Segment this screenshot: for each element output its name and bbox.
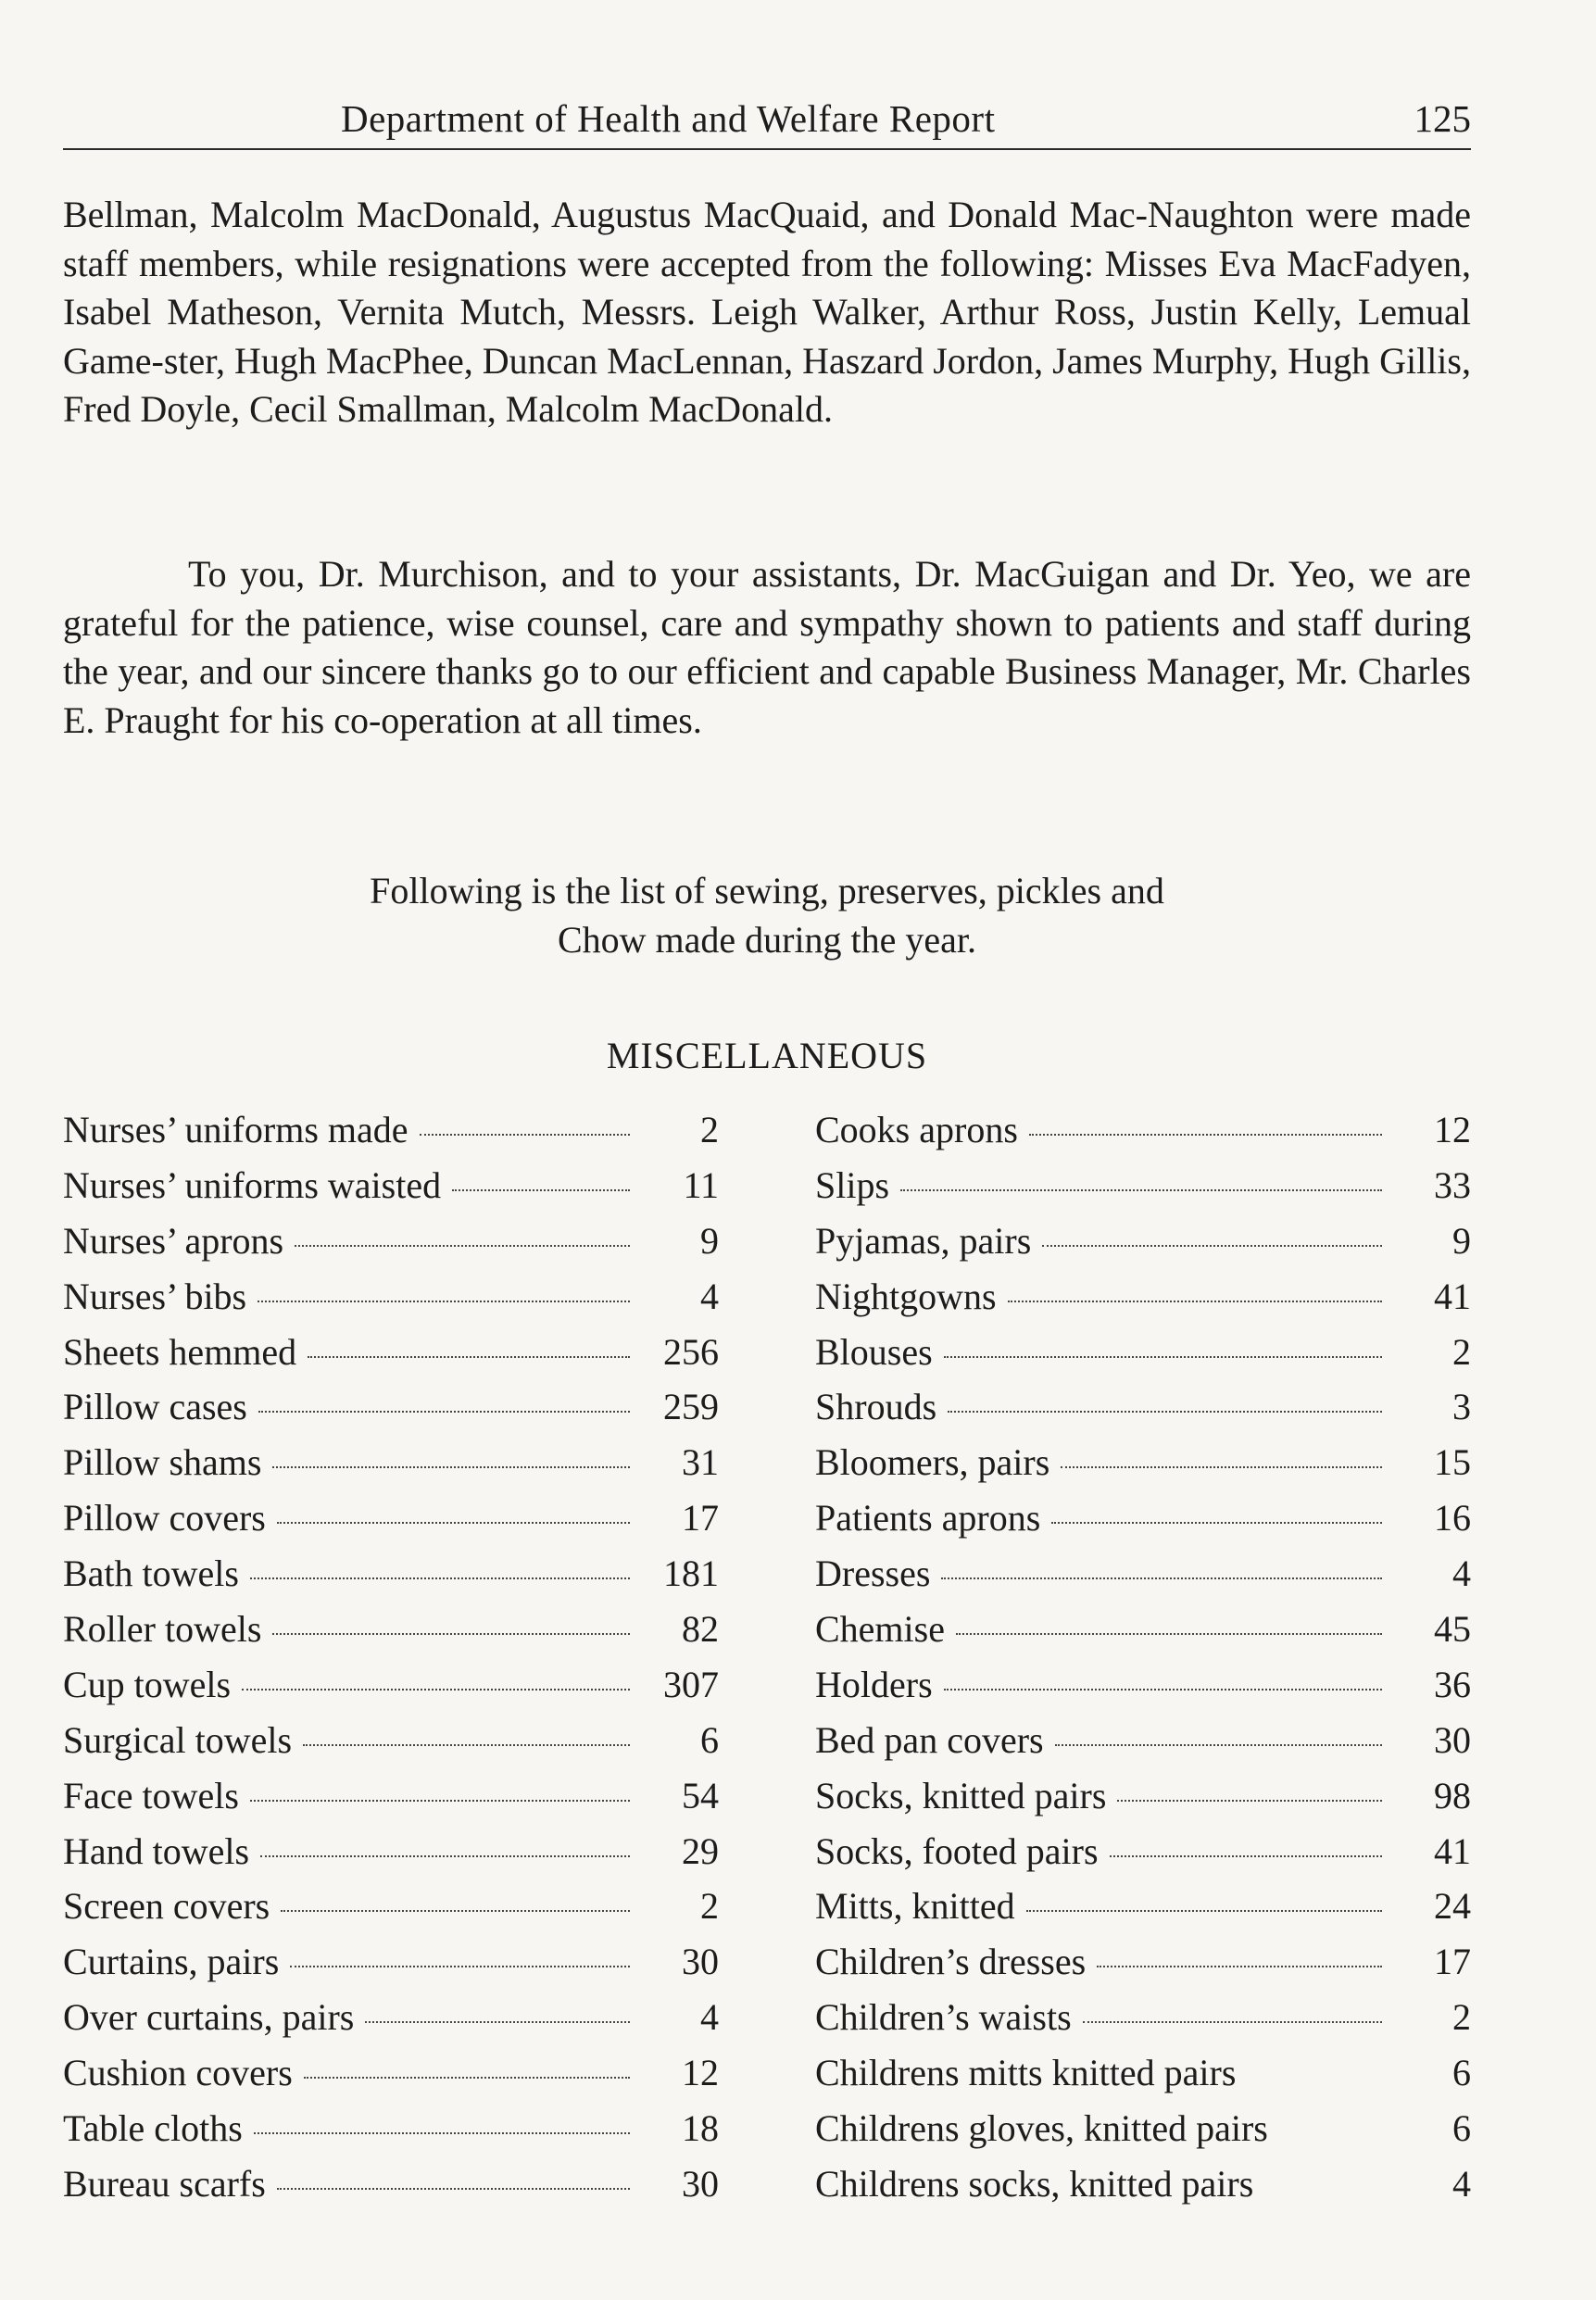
list-item: [63, 1663, 719, 1718]
item-label: Childrens socks, knitted pairs: [815, 2162, 1254, 2205]
item-label: Bloomers, pairs: [815, 1441, 1050, 1484]
list-item: [815, 1496, 1471, 1552]
item-label: Nurses’ uniforms made: [63, 1109, 408, 1150]
item-quantity: 6: [700, 1718, 719, 1761]
list-item: [815, 2051, 1471, 2106]
item-quantity: 82: [682, 1608, 719, 1651]
list-item: [815, 2106, 1471, 2162]
list-item: [815, 1829, 1471, 1885]
list-item: [63, 1607, 719, 1663]
item-quantity: 36: [1434, 1663, 1471, 1705]
list-introduction: [63, 867, 1471, 964]
list-item: [63, 1718, 719, 1774]
dot-leader: [944, 1689, 1382, 1690]
item-quantity: 41: [1434, 1275, 1471, 1317]
list-item: [63, 1829, 719, 1885]
item-quantity: 54: [682, 1774, 719, 1816]
item-label: Over curtains, pairs: [63, 1996, 355, 2039]
item-quantity: 2: [1452, 1996, 1471, 2039]
item-label: Slips: [815, 1163, 890, 1206]
item-quantity: 4: [700, 1275, 719, 1317]
acknowledgement-paragraph: To you, Dr. Murchison, and to your assistants, Dr. MacGuigan and Dr. Yeo, we are grateful for the patience, wise counsel, care and sympathy shown to patients and staff during the year, and our sincere thanks go to our efficient and capable Business Manager, Mr. Charles E. Praught for his co-operation at all times.: [63, 553, 1471, 741]
list-item: [63, 1774, 719, 1829]
item-label: Children’s dresses: [815, 1941, 1087, 1983]
list-item: [63, 1275, 719, 1330]
list-item: [63, 2162, 719, 2218]
item-label: Socks, knitted pairs: [815, 1774, 1107, 1816]
dot-leader: [1110, 1855, 1382, 1857]
item-label: Pyjamas, pairs: [815, 1219, 1032, 1262]
item-quantity: 11: [683, 1163, 719, 1206]
item-quantity: 9: [700, 1219, 719, 1262]
item-quantity: 256: [663, 1330, 719, 1373]
dot-leader: [1097, 1966, 1382, 1967]
dot-leader: [1008, 1301, 1382, 1302]
dot-leader: [254, 2132, 630, 2134]
list-item: [63, 1108, 719, 1163]
list-item: [815, 1108, 1471, 1163]
item-quantity: 4: [1452, 2162, 1471, 2205]
item-label: Holders: [815, 1663, 933, 1705]
dot-leader: [258, 1301, 630, 1302]
dot-leader: [452, 1189, 630, 1191]
item-label: Mitts, knitted: [815, 1885, 1015, 1928]
item-label: Pillow covers: [63, 1497, 266, 1540]
dot-leader: [1117, 1800, 1382, 1802]
item-label: Bureau scarfs: [63, 2162, 266, 2205]
list-item: [815, 1940, 1471, 1995]
list-item: [815, 1385, 1471, 1440]
list-item: [63, 1385, 719, 1440]
item-label: Table cloths: [63, 2107, 243, 2150]
item-label: Sheets hemmed: [63, 1330, 297, 1373]
item-quantity: 2: [1452, 1330, 1471, 1373]
list-item: [815, 1607, 1471, 1663]
dot-leader: [1055, 1744, 1382, 1746]
item-quantity: 45: [1434, 1608, 1471, 1651]
dot-leader: [303, 1744, 630, 1746]
list-item: [63, 1940, 719, 1995]
list-item: [815, 1774, 1471, 1829]
item-label: Bed pan covers: [815, 1718, 1044, 1761]
item-label: Childrens mitts knitted pairs: [815, 2052, 1237, 2094]
item-quantity: 2: [700, 1109, 719, 1150]
item-quantity: 6: [1452, 2052, 1471, 2094]
running-head: [63, 93, 1471, 150]
list-item: [63, 1552, 719, 1607]
item-quantity: 15: [1434, 1441, 1471, 1484]
list-item: [815, 1219, 1471, 1275]
item-quantity: 24: [1434, 1885, 1471, 1928]
dot-leader: [272, 1633, 630, 1635]
list-item: [815, 2162, 1471, 2218]
item-quantity: 31: [682, 1441, 719, 1484]
item-quantity: 98: [1434, 1774, 1471, 1816]
item-quantity: 29: [682, 1829, 719, 1872]
list-item: [63, 1995, 719, 2051]
item-quantity: 259: [663, 1386, 719, 1428]
item-quantity: 17: [1434, 1941, 1471, 1983]
item-label: Nurses’ aprons: [63, 1219, 284, 1262]
list-item: [815, 1552, 1471, 1607]
dot-leader: [420, 1134, 631, 1136]
section-title: MISCELLANEOUS: [606, 1035, 928, 1076]
item-quantity: 2: [700, 1885, 719, 1928]
item-label: Roller towels: [63, 1608, 262, 1651]
item-label: Screen covers: [63, 1885, 270, 1928]
dot-leader: [365, 2021, 630, 2023]
dot-leader: [944, 1356, 1382, 1358]
item-label: Cushion covers: [63, 2052, 293, 2094]
dot-leader: [1061, 1466, 1382, 1468]
list-item: [63, 1440, 719, 1496]
list-item: [63, 1163, 719, 1219]
dot-leader: [290, 1966, 630, 1967]
item-quantity: 30: [1434, 1718, 1471, 1761]
item-quantity: 17: [682, 1497, 719, 1540]
item-label: Curtains, pairs: [63, 1941, 280, 1983]
item-label: Dresses: [815, 1552, 931, 1595]
dot-leader: [1083, 2021, 1382, 2023]
right-item-column: [815, 1108, 1471, 2218]
item-label: Nightgowns: [815, 1275, 997, 1317]
dot-leader: [295, 1245, 630, 1247]
dot-leader: [1026, 1910, 1382, 1912]
dot-leader: [260, 1855, 630, 1857]
list-item: [815, 1884, 1471, 1940]
item-label: Face towels: [63, 1774, 239, 1816]
dot-leader: [304, 2077, 630, 2079]
list-item: [815, 1718, 1471, 1774]
intro-line-2: Chow made during the year.: [557, 918, 977, 961]
item-label: Hand towels: [63, 1829, 250, 1872]
list-item: [63, 1219, 719, 1275]
item-quantity: 9: [1452, 1219, 1471, 1262]
left-item-column: [63, 1108, 719, 2218]
item-label: Cup towels: [63, 1663, 232, 1705]
item-quantity: 6: [1452, 2107, 1471, 2150]
item-label: Patients aprons: [815, 1497, 1041, 1540]
page-number: 125: [1414, 97, 1471, 140]
dot-leader: [948, 1411, 1382, 1413]
dot-leader: [272, 1466, 630, 1468]
item-label: Surgical towels: [63, 1718, 293, 1761]
item-quantity: 4: [700, 1996, 719, 2039]
item-label: Children’s waists: [815, 1996, 1072, 2039]
item-quantity: 16: [1434, 1497, 1471, 1540]
list-item: [815, 1275, 1471, 1330]
list-item: [815, 1995, 1471, 2051]
item-label: Nurses’ uniforms waisted: [63, 1163, 442, 1206]
list-item: [63, 2106, 719, 2162]
dot-leader: [956, 1633, 1382, 1635]
item-quantity: 41: [1434, 1829, 1471, 1872]
dot-leader: [1042, 1245, 1382, 1247]
dot-leader: [281, 1910, 630, 1912]
dot-leader: [277, 1522, 630, 1524]
list-item: [815, 1663, 1471, 1718]
item-label: Socks, footed pairs: [815, 1829, 1099, 1872]
item-quantity: 12: [1434, 1109, 1471, 1150]
dot-leader: [242, 1689, 630, 1690]
item-quantity: 181: [663, 1552, 719, 1595]
dot-leader: [258, 1411, 630, 1413]
list-item: [63, 2051, 719, 2106]
list-item: [815, 1163, 1471, 1219]
dot-leader: [308, 1356, 630, 1358]
list-item: [63, 1330, 719, 1386]
list-item: [63, 1884, 719, 1940]
list-item: [815, 1330, 1471, 1386]
item-label: Shrouds: [815, 1386, 937, 1428]
item-quantity: 307: [663, 1663, 719, 1705]
dot-leader: [277, 2188, 630, 2190]
item-label: Pillow shams: [63, 1441, 262, 1484]
dot-leader: [1051, 1522, 1382, 1524]
item-label: Childrens gloves, knitted pairs: [815, 2107, 1268, 2150]
dot-leader: [900, 1189, 1382, 1191]
staff-changes-paragraph: Bellman, Malcolm MacDonald, Augustus MacQuaid, and Donald Mac-Naughton were made staff members, while resignations were accepted from the following: Misses Eva MacFadyen, Isabel Matheson, Vernita Mutch, Messrs. Leigh Walker, Arthur Ross, Justin Kelly, Lemual Game-ster, Hugh MacPhee, Duncan MacLennan, Haszard Jordon, James Murphy, Hugh Gillis, Fred Doyle, Cecil Smallman, Malcolm MacDonald.: [63, 194, 1471, 430]
item-quantity: 30: [682, 1941, 719, 1983]
item-label: Bath towels: [63, 1552, 239, 1595]
item-quantity: 4: [1452, 1552, 1471, 1595]
item-quantity: 3: [1452, 1386, 1471, 1428]
dot-leader: [250, 1577, 630, 1579]
item-label: Pillow cases: [63, 1386, 247, 1428]
item-label: Blouses: [815, 1330, 933, 1373]
dot-leader: [941, 1577, 1382, 1579]
item-label: Nurses’ bibs: [63, 1275, 247, 1317]
dot-leader: [1029, 1134, 1382, 1136]
list-item: [815, 1440, 1471, 1496]
dot-leader: [250, 1800, 630, 1802]
item-quantity: 33: [1434, 1163, 1471, 1206]
item-quantity: 12: [682, 2052, 719, 2094]
report-title: Department of Health and Welfare Report: [341, 97, 996, 140]
item-label: Chemise: [815, 1608, 945, 1651]
list-item: [63, 1496, 719, 1552]
intro-line-1: Following is the list of sewing, preserves, pickles and: [370, 870, 1164, 911]
item-quantity: 18: [682, 2107, 719, 2150]
item-label: Cooks aprons: [815, 1109, 1018, 1150]
item-quantity: 30: [682, 2162, 719, 2205]
